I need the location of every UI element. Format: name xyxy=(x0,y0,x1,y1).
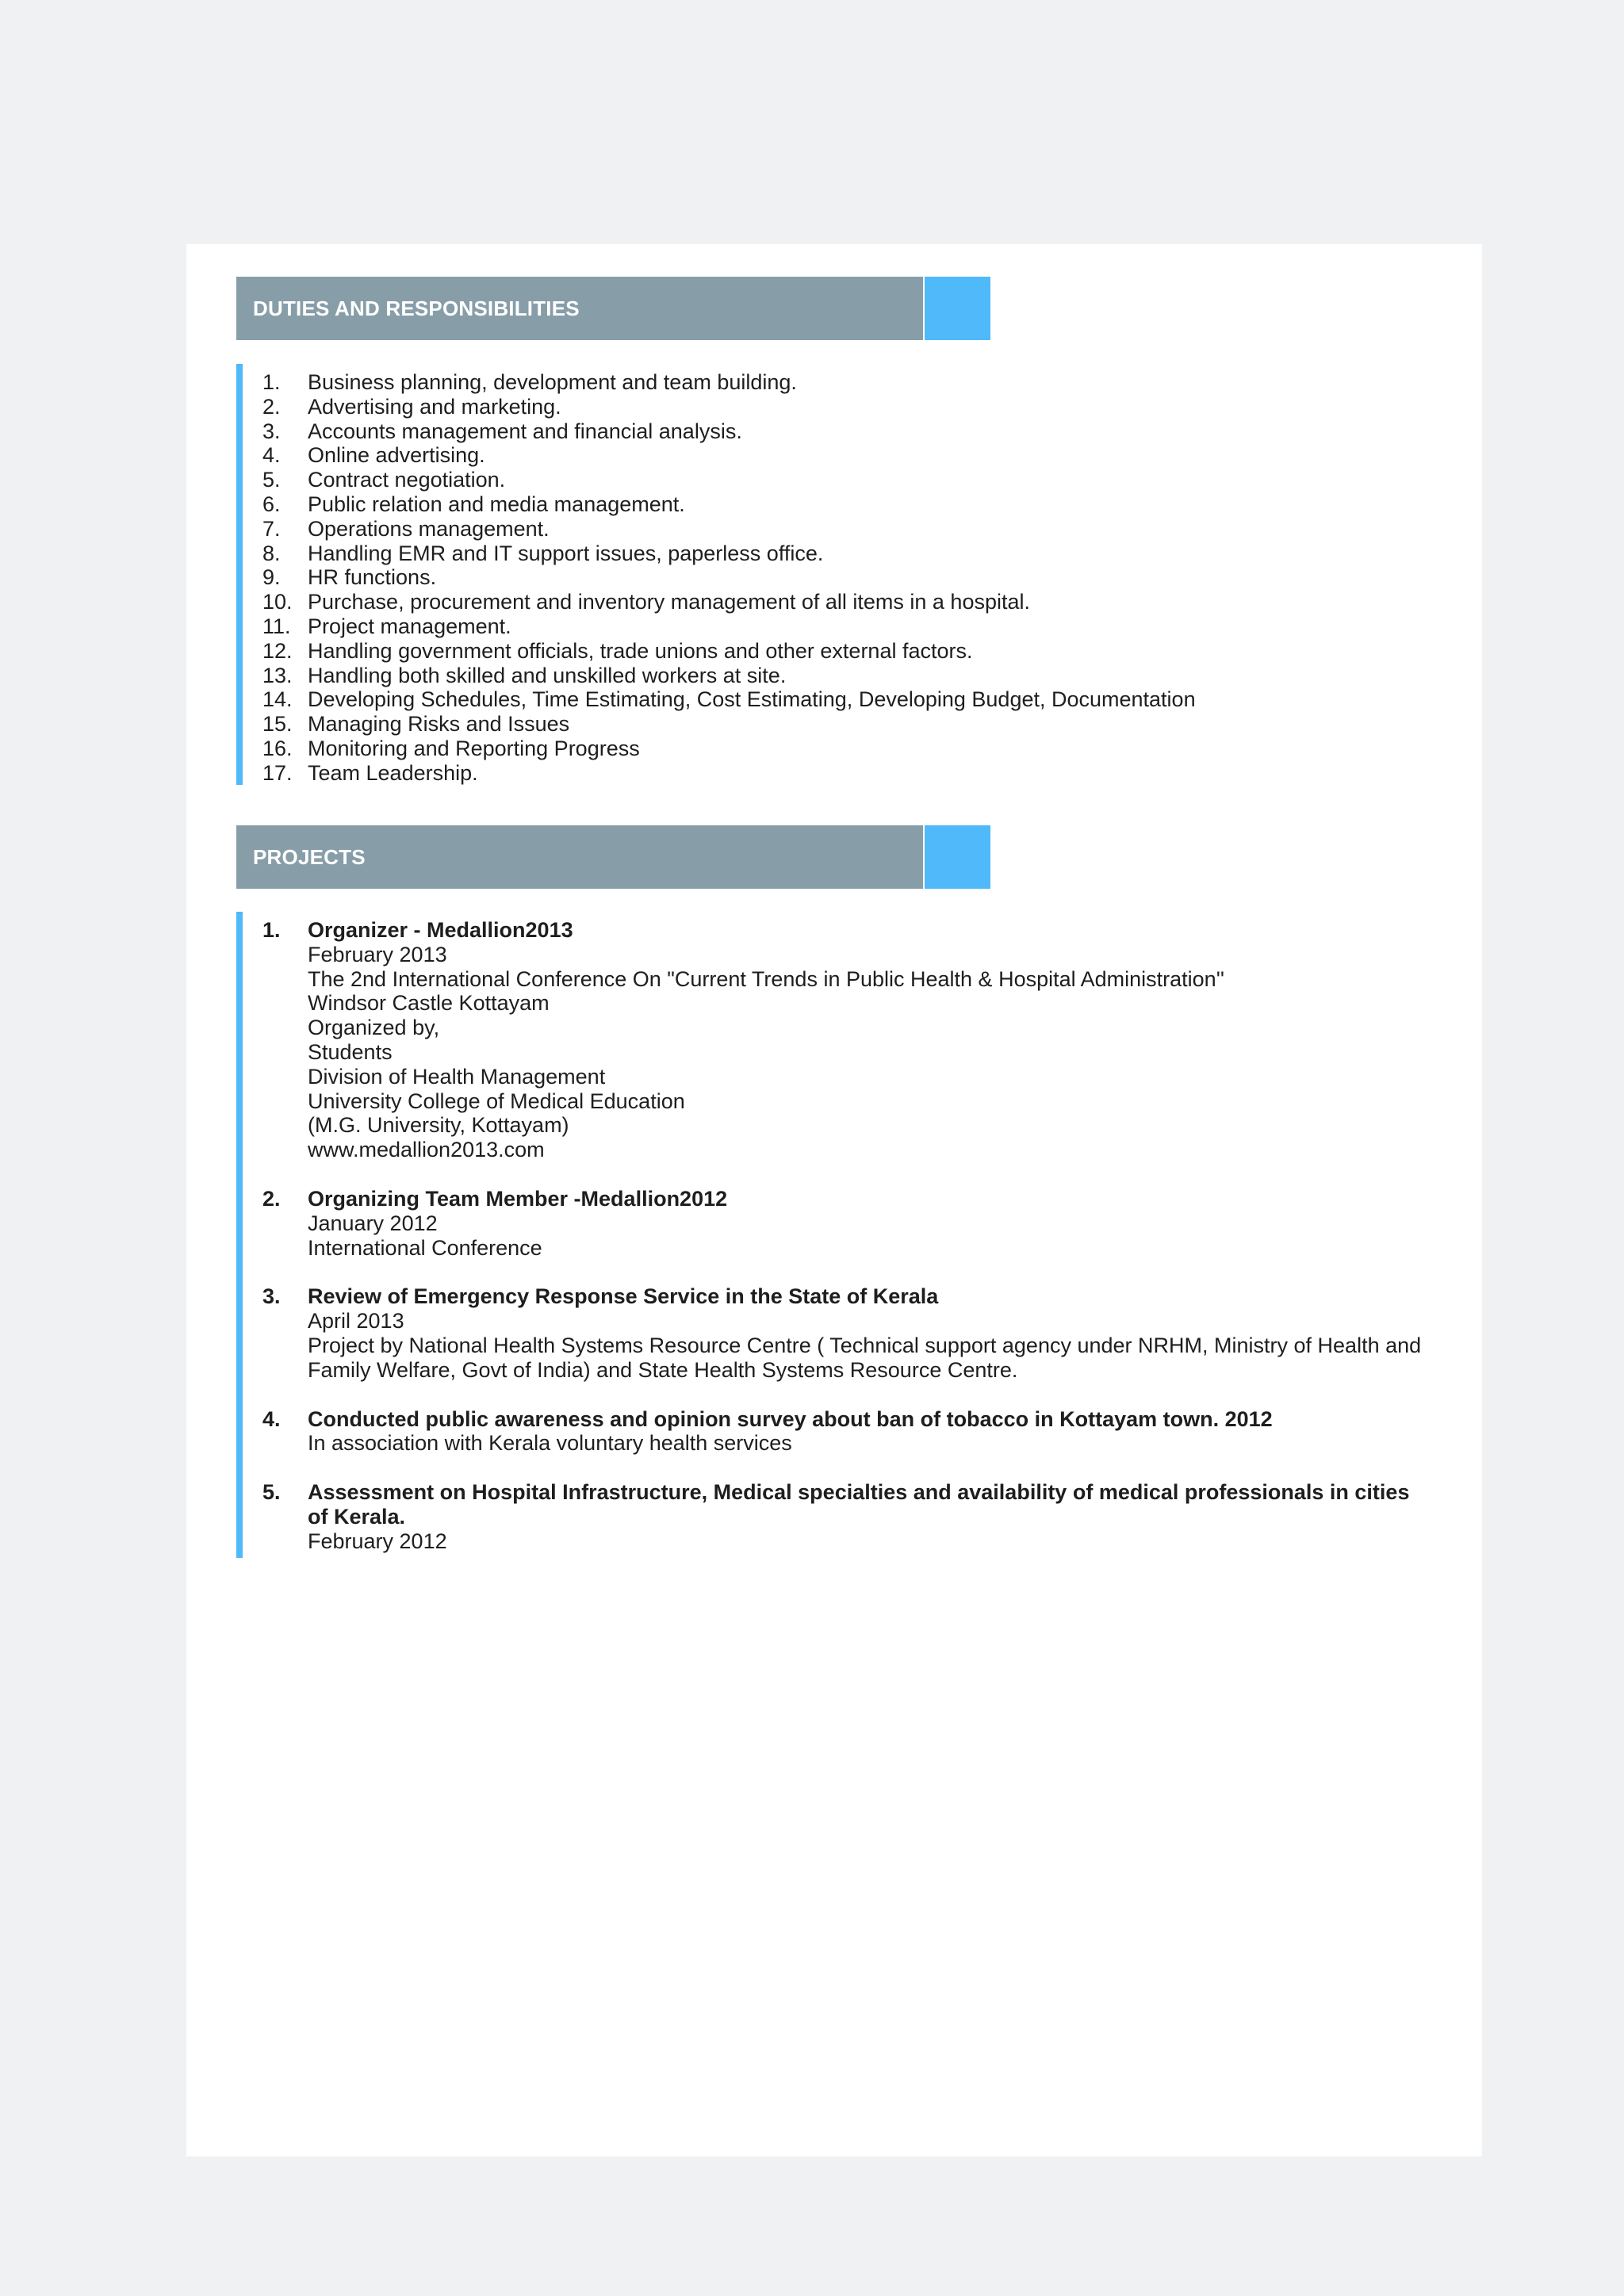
project-title: Assessment on Hospital Infrastructure, Medical specialties and availability of medical professionals in cities of Kerala. xyxy=(308,1480,1410,1529)
projects-header-accent xyxy=(925,825,990,889)
duty-number: 17. xyxy=(262,760,293,785)
project-item xyxy=(243,1407,1442,1456)
project-detail-line: January 2012 xyxy=(308,1211,438,1235)
project-detail-line: In association with Kerala voluntary health services xyxy=(308,1431,792,1456)
duty-number: 14. xyxy=(262,687,293,712)
project-item xyxy=(243,1480,1442,1553)
duty-item xyxy=(243,639,1442,664)
duty-text: Team Leadership. xyxy=(308,760,478,785)
duty-text: Online advertising. xyxy=(308,443,485,468)
project-detail-line: April 2013 xyxy=(308,1309,404,1334)
duty-text: HR functions. xyxy=(308,565,437,590)
project-number: 2. xyxy=(262,1186,281,1211)
project-title: Conducted public awareness and opinion survey about ban of tobacco in Kottayam town. 2012 xyxy=(308,1406,1273,1431)
duty-text: Purchase, procurement and inventory management of all items in a hospital. xyxy=(308,590,1030,614)
duty-text: Managing Risks and Issues xyxy=(308,712,570,737)
duty-number: 3. xyxy=(262,419,281,443)
duty-text: Monitoring and Reporting Progress xyxy=(308,736,640,760)
project-detail-line: International Conference xyxy=(308,1235,542,1260)
duties-section-header xyxy=(236,277,990,340)
project-detail-line: Project by National Health Systems Resource Centre ( Technical support agency under NRHM, Ministry of Health and Family Welfare, Govt of India) and State Health Systems Resource Centre. xyxy=(308,1333,1422,1382)
duty-item xyxy=(243,517,1442,541)
project-title: Review of Emergency Response Service in the State of Kerala xyxy=(308,1284,939,1309)
duty-item xyxy=(243,590,1442,614)
duty-text: Public relation and media management. xyxy=(308,492,685,516)
duty-number: 1. xyxy=(262,370,281,394)
duty-number: 13. xyxy=(262,663,293,687)
project-item xyxy=(243,1187,1442,1260)
duty-number: 9. xyxy=(262,565,281,590)
projects-section-title: PROJECTS xyxy=(253,845,366,869)
duty-item xyxy=(243,370,1442,395)
duty-item xyxy=(243,737,1442,761)
duty-number: 2. xyxy=(262,394,281,419)
duty-item xyxy=(243,443,1442,468)
project-number: 5. xyxy=(262,1480,281,1505)
duty-item xyxy=(243,712,1442,737)
project-body xyxy=(308,918,1434,1162)
project-detail-line: University College of Medical Education xyxy=(308,1089,685,1113)
project-detail-line: www.medallion2013.com xyxy=(308,1138,545,1162)
duty-number: 15. xyxy=(262,712,293,737)
duty-number: 10. xyxy=(262,590,293,614)
duty-number: 5. xyxy=(262,468,281,492)
project-detail-line: Division of Health Management xyxy=(308,1064,606,1089)
duty-number: 4. xyxy=(262,443,281,468)
project-title: Organizer - Medallion2013 xyxy=(308,918,573,942)
project-detail-line: Students xyxy=(308,1039,393,1064)
duty-number: 11. xyxy=(262,614,291,638)
project-body xyxy=(308,1187,1434,1260)
projects-list xyxy=(236,912,1442,1558)
resume-page xyxy=(186,244,1482,2156)
project-number: 3. xyxy=(262,1284,281,1309)
project-item xyxy=(243,1284,1442,1382)
duty-text: Advertising and marketing. xyxy=(308,394,561,419)
duty-text: Handling EMR and IT support issues, paperless office. xyxy=(308,541,824,565)
project-body xyxy=(308,1284,1434,1382)
duty-item xyxy=(243,664,1442,688)
duty-item xyxy=(243,565,1442,590)
projects-section-header xyxy=(236,825,990,889)
project-detail-line: Organized by, xyxy=(308,1016,440,1040)
duty-text: Handling government officials, trade unions and other external factors. xyxy=(308,638,973,663)
duty-item xyxy=(243,395,1442,419)
duty-text: Contract negotiation. xyxy=(308,468,506,492)
duty-item xyxy=(243,468,1442,492)
project-detail-line: February 2012 xyxy=(308,1529,447,1553)
duty-text: Business planning, development and team building. xyxy=(308,370,797,394)
duty-number: 8. xyxy=(262,541,281,565)
duties-section-title: DUTIES AND RESPONSIBILITIES xyxy=(253,297,580,320)
duty-item xyxy=(243,492,1442,517)
duty-text: Accounts management and financial analysis. xyxy=(308,419,742,443)
project-detail-line: (M.G. University, Kottayam) xyxy=(308,1113,569,1138)
project-body xyxy=(308,1480,1434,1553)
project-item xyxy=(243,918,1442,1162)
project-detail-line: February 2013 xyxy=(308,942,447,966)
duties-header-accent xyxy=(925,277,990,340)
duty-item xyxy=(243,541,1442,566)
project-detail-line: The 2nd International Conference On "Current Trends in Public Health & Hospital Administration'' xyxy=(308,966,1225,991)
duty-number: 7. xyxy=(262,516,281,541)
project-title: Organizing Team Member -Medallion2012 xyxy=(308,1186,728,1211)
duty-text: Operations management. xyxy=(308,516,550,541)
duty-item xyxy=(243,419,1442,444)
project-number: 1. xyxy=(262,918,281,942)
duty-number: 12. xyxy=(262,638,293,663)
duty-number: 6. xyxy=(262,492,281,516)
duty-number: 16. xyxy=(262,736,293,760)
project-body xyxy=(308,1407,1434,1456)
project-number: 4. xyxy=(262,1406,281,1431)
project-detail-line: Windsor Castle Kottayam xyxy=(308,991,550,1016)
duty-text: Handling both skilled and unskilled workers at site. xyxy=(308,663,787,687)
duty-item xyxy=(243,761,1442,786)
duty-text: Project management. xyxy=(308,614,511,638)
duty-text: Developing Schedules, Time Estimating, Cost Estimating, Developing Budget, Documentation xyxy=(308,687,1196,712)
duty-item xyxy=(243,687,1442,712)
duties-list xyxy=(236,364,1442,785)
duty-item xyxy=(243,614,1442,639)
